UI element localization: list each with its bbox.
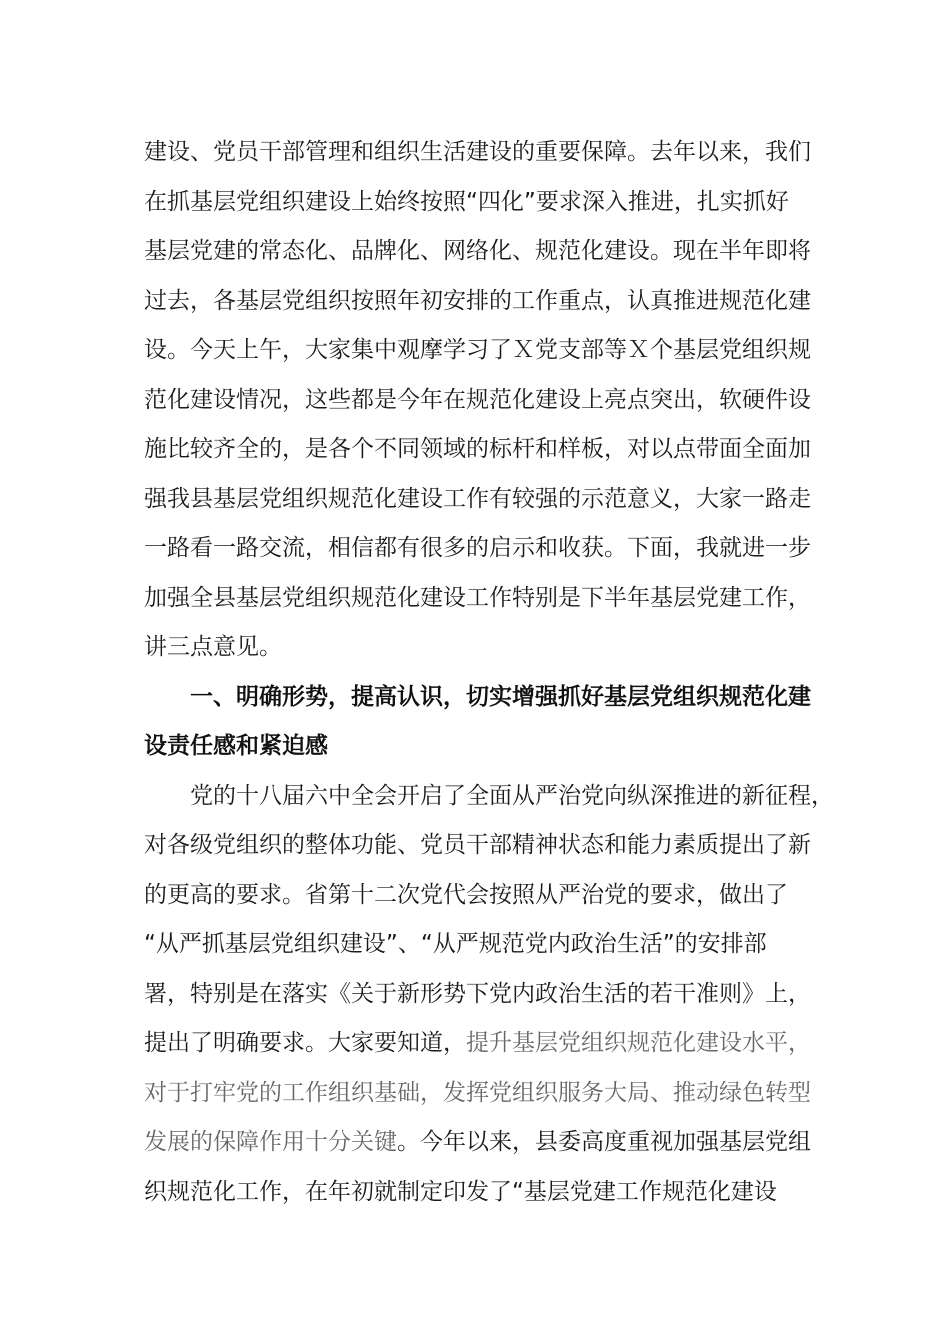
paragraph-line: “从严抓基层党组织建设”、“从严规范党内政治生活”的安排部: [144, 931, 767, 957]
paragraph-line: 过去，各基层党组织按照年初安排的工作重点，认真推进规范化建: [144, 287, 811, 314]
gray-text-segment: 发展的保障作用十分关键: [144, 1129, 397, 1155]
paragraph-line: 设。今天上午，大家集中观摩学习了Ｘ党支部等Ｘ个基层党组织规: [144, 337, 811, 363]
text-segment: 。今年以来，县委高度重视加强基层党组: [397, 1129, 811, 1155]
paragraph-line: 强我县基层党组织规范化建设工作有较强的示范意义，大家一路走: [144, 485, 811, 512]
gray-text-segment: 提升基层党组织规范化建设水平，: [466, 1030, 811, 1056]
paragraph-line: 加强全县基层党组织规范化建设工作特别是下半年基层党建工作，: [144, 584, 811, 611]
paragraph-line: 讲三点意见。: [144, 634, 282, 660]
paragraph-line: 施比较齐全的，是各个不同领域的标杆和样板，对以点带面全面加: [144, 436, 811, 462]
document-body: [144, 128, 834, 1217]
paragraph-line: [144, 1118, 824, 1168]
paragraph-line: 的更高的要求。省第十二次党代会按照从严治党的要求，做出了: [144, 881, 788, 908]
paragraph-line: 党的十八届六中全会开启了全面从严治党向纵深推进的新征程，: [190, 782, 834, 809]
paragraph-line: 一路看一路交流，相信都有很多的启示和收获。下面，我就进一步: [144, 535, 811, 561]
paragraph-line: 建设、党员干部管理和组织生活建设的重要保障。去年以来，我们: [144, 139, 811, 165]
section-heading-line: 一、明确形势，提高认识，切实增强抓好基层党组织规范化建: [190, 683, 811, 710]
paragraph-line: [144, 1019, 824, 1069]
paragraph-line: 基层党建的常态化、品牌化、网络化、规范化建设。现在半年即将: [144, 238, 811, 264]
section-heading-line: 设责任感和紧迫感: [144, 733, 328, 759]
paragraph-line: 对各级党组织的整体功能、党员干部精神状态和能力素质提出了新: [144, 832, 811, 858]
gray-paragraph-line: 对于打牢党的工作组织基础，发挥党组织服务大局、推动绿色转型: [144, 1079, 811, 1106]
paragraph-line: 署，特别是在落实《关于新形势下党内政治生活的若干准则》上，: [144, 980, 811, 1007]
paragraph-line: 范化建设情况，这些都是今年在规范化建设上亮点突出，软硬件设: [144, 386, 811, 413]
paragraph-line: 织规范化工作，在年初就制定印发了“基层党建工作规范化建设: [144, 1178, 777, 1205]
text-segment: 提出了明确要求。大家要知道，: [144, 1030, 466, 1056]
paragraph-line: 在抓基层党组织建设上始终按照“四化”要求深入推进，扎实抓好: [144, 188, 789, 215]
